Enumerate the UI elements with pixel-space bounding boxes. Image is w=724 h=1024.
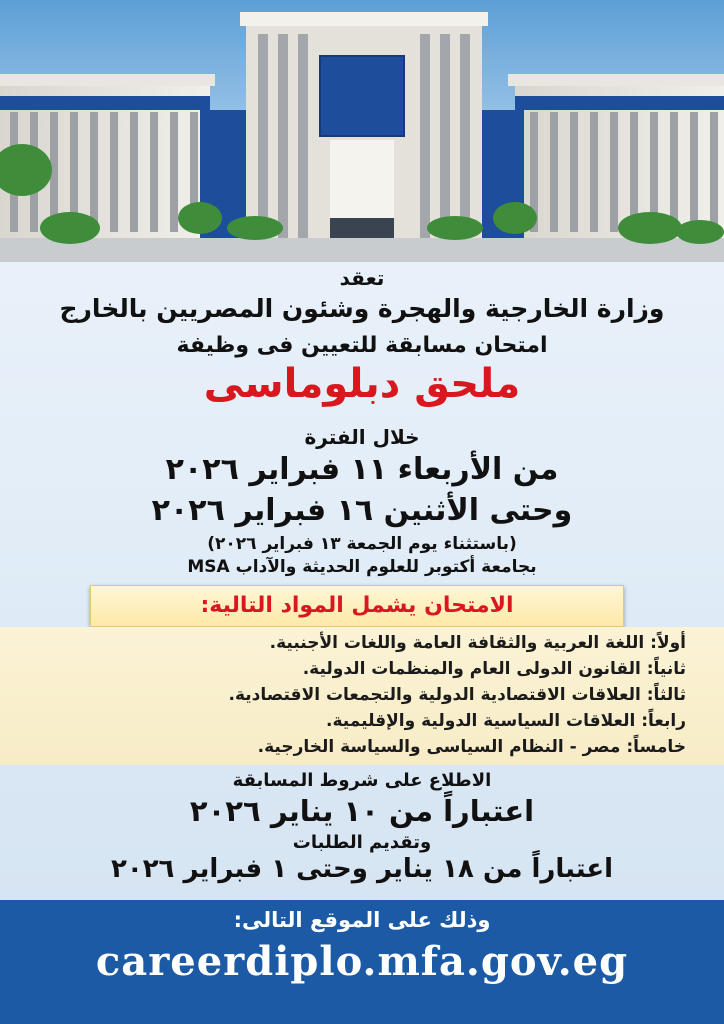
subject-item-1: أولاً: اللغة العربية والثقافة العامة واللغات الأجنبية. xyxy=(269,633,686,653)
applications-label: وتقديم الطلبات xyxy=(292,832,432,853)
period-label: خلال الفترة xyxy=(304,425,420,449)
intro-verb: تعقد xyxy=(339,266,385,290)
exam-venue: بجامعة أكتوبر للعلوم الحديثة والآداب MSA xyxy=(187,557,537,577)
exam-intro: امتحان مسابقة للتعيين فى وظيفة xyxy=(176,333,548,358)
period-from: من الأربعاء ١١ فبراير ٢٠٢٦ xyxy=(165,452,559,487)
subject-item-4: رابعاً: العلاقات السياسية الدولية والإقليمية. xyxy=(326,711,686,731)
job-title: ملحق دبلوماسى xyxy=(203,361,521,407)
subjects-banner xyxy=(90,585,624,627)
subjects-banner-text: الامتحان يشمل المواد التالية: xyxy=(200,593,514,618)
period-exception: (باستثناء يوم الجمعة ١٣ فبراير ٢٠٢٦) xyxy=(207,534,517,554)
ministry-building-photo xyxy=(0,0,724,262)
applications-date: اعتباراً من ١٨ يناير وحتى ١ فبراير ٢٠٢٦ xyxy=(110,854,614,884)
conditions-label: الاطلاع على شروط المسابقة xyxy=(232,770,492,791)
conditions-date: اعتباراً من ١٠ يناير ٢٠٢٦ xyxy=(189,794,535,828)
subject-item-5: خامساً: مصر - النظام السياسى والسياسة الخارجية. xyxy=(257,737,686,757)
website-url[interactable]: careerdiplo.mfa.gov.eg xyxy=(95,938,629,985)
subject-item-2: ثانياً: القانون الدولى العام والمنظمات الدولية. xyxy=(302,659,686,679)
ministry-name: وزارة الخارجية والهجرة وشئون المصريين بالخارج xyxy=(59,294,665,323)
footer-band xyxy=(0,900,724,1024)
period-to: وحتى الأثنين ١٦ فبراير ٢٠٢٦ xyxy=(151,493,573,528)
subject-item-3: ثالثاً: العلاقات الاقتصادية الدولية والتجمعات الاقتصادية. xyxy=(228,685,686,705)
subjects-list xyxy=(0,627,724,765)
website-label: وذلك على الموقع التالى: xyxy=(233,908,491,932)
